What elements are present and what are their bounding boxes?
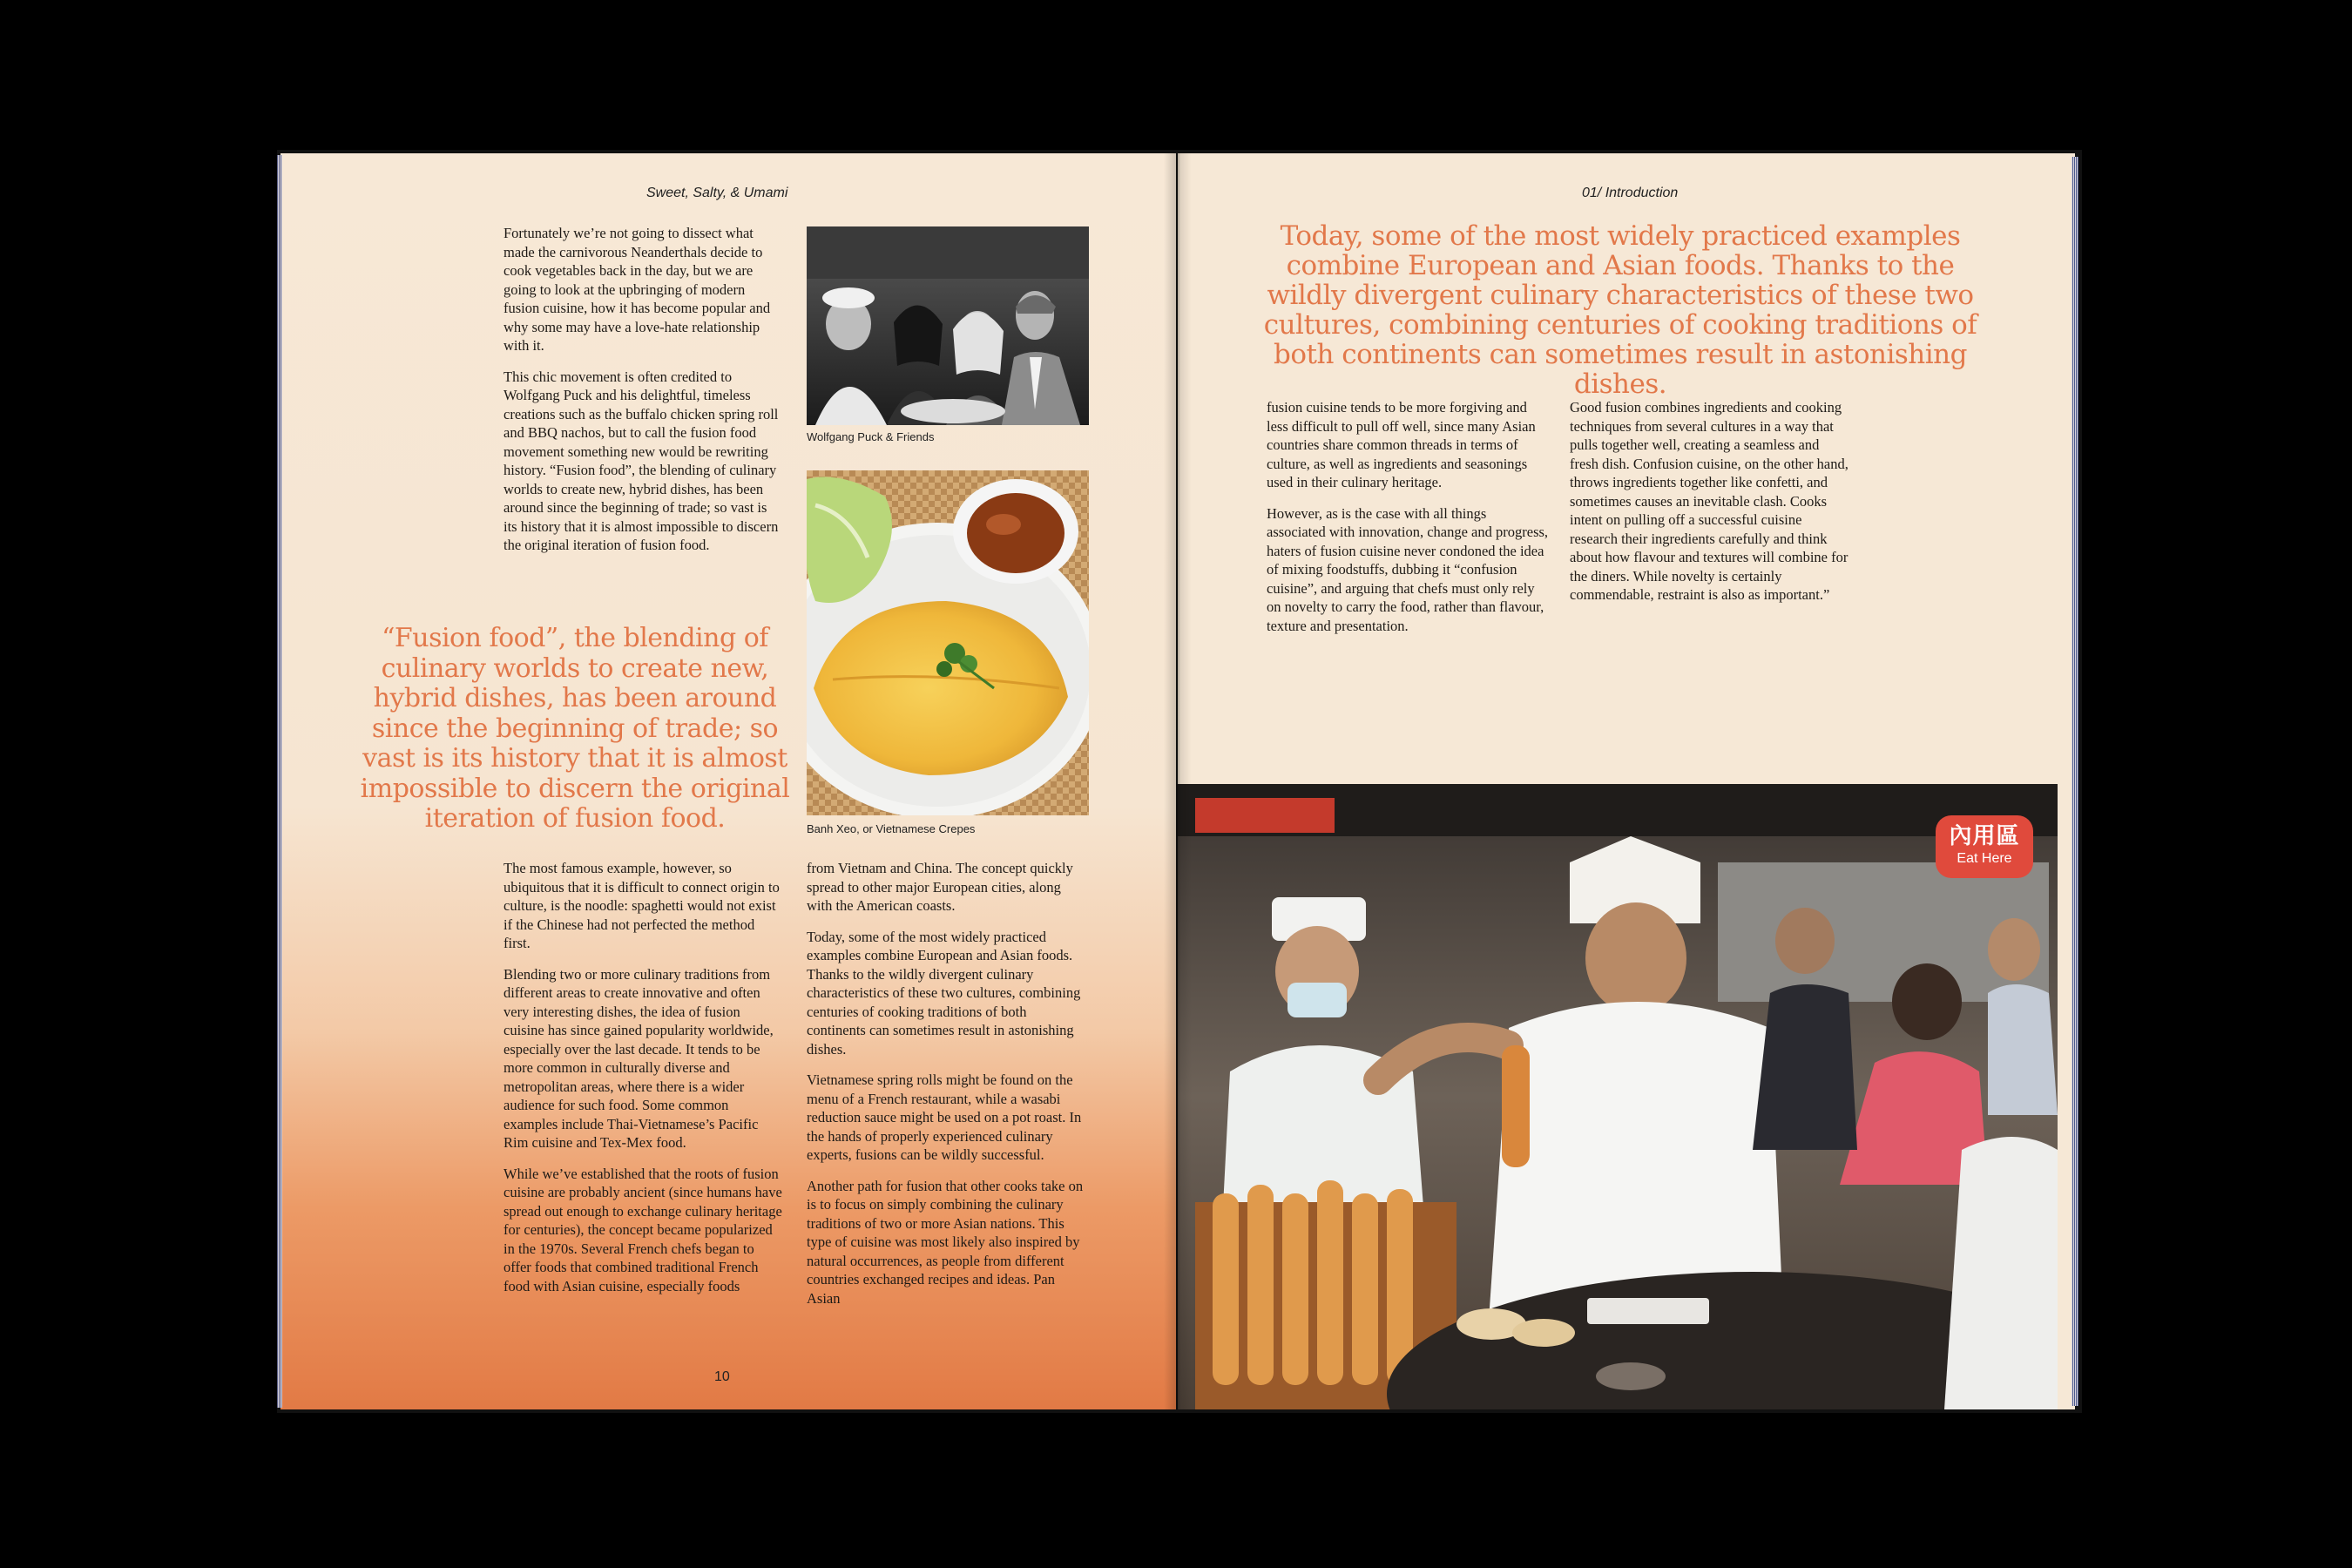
paragraph: Blending two or more culinary traditions from different areas to create innovative and often very interesting dishes, the idea of fusion cuisine has since gained popularity worldwide, especially over the last decade. It tends to be more common in culturally diverse and metropolitan areas, where there is a wider audience for such food. Some common examples include Thai-Vietnamese’s Pacific Rim cuisine and Tex-Mex food. bbox=[504, 965, 774, 1151]
pull-quote-right: Today, some of the most widely practiced examples combine European and Asian foods. Thanks to the wildly divergent culinary characteristics of these two cultures, combining centuries of cooking traditions of both continents can sometimes result in astonishing dishes. bbox=[1263, 220, 1977, 400]
left-column-1-bottom bbox=[504, 859, 782, 1308]
paragraph: However, as is the case with all things associated with innovation, change and progress, haters of fusion cuisine never condoned the idea of mixing foodstuffs, dubbing it “confusion cuisine”, and arguing that chefs must only rely on novelty to carry the food, rather than flavour, texture and presentation. bbox=[1267, 504, 1549, 634]
left-page-edge bbox=[277, 155, 282, 1408]
banh-xeo-illustration bbox=[807, 470, 1089, 815]
banh-xeo-photo bbox=[807, 470, 1089, 815]
paragraph: from Vietnam and China. The concept quickly spread to other major European cities, along with the American coasts. bbox=[807, 860, 1073, 914]
left-column-2 bbox=[807, 859, 1089, 1320]
caption-wolfgang-puck: Wolfgang Puck & Friends bbox=[807, 430, 935, 443]
sign-chinese-text: 內用區 bbox=[1949, 822, 2020, 848]
street-cooks-illustration bbox=[1178, 784, 2058, 1409]
page-number: 10 bbox=[714, 1369, 730, 1384]
right-column-2 bbox=[1570, 398, 1850, 617]
bw-photo-illustration bbox=[807, 226, 1089, 425]
paragraph: While we’ve established that the roots of fusion cuisine are probably ancient (since humans have spread out enough to exchange culinary heritage for centuries), the concept became popularized in the 1970s. Several French chefs began to offer foods that combined traditional French food with Asian cuisine, especially foods bbox=[504, 1165, 782, 1294]
paragraph: Fortunately we’re not going to dissect what made the carnivorous Neanderthals decide to cook vegetables back in the day, but we are going to look at the upbringing of modern fusion cuisine, how it has become popular and why some may have a love-hate relationship with it. bbox=[504, 225, 771, 354]
paragraph: The most famous example, however, so ubiquitous that it is difficult to connect origin to culture, is the noodle: spaghetti would not exist if the Chinese had not perfected the method first. bbox=[504, 860, 780, 951]
sign-english-text: Eat Here bbox=[1957, 851, 2012, 866]
paragraph: Vietnamese spring rolls might be found on the menu of a French restaurant, while a wasabi reduction sauce might be used on a pot roast. In the hands of properly experienced culinary experts, fusions can be wildly successful. bbox=[807, 1071, 1082, 1163]
paragraph: Good fusion combines ingredients and cooking techniques from several cultures in a way that pulls together well, creating a seamless and fresh dish. Confusion cuisine, on the other hand, throws ingredients together like confetti, and sometimes causes an inevitable clash. Cooks intent on pulling off a successful cuisine research their ingredients carefully and think about how flavour and textures will combine for the diners. While novelty is certainly commendable, restraint is also as important.” bbox=[1570, 399, 1848, 603]
right-column-1 bbox=[1267, 398, 1549, 647]
paragraph: Another path for fusion that other cooks take on is to focus on simply combining the culinary traditions of two or more Asian nations. This type of cuisine was most likely also inspired by natural occurrences, as people from different countries exchanged recipes and ideas. Pan Asian bbox=[807, 1177, 1084, 1307]
left-column-1-top bbox=[504, 224, 782, 567]
street-cooks-photo bbox=[1178, 784, 2058, 1409]
paragraph: fusion cuisine tends to be more forgiving and less difficult to pull off well, since many Asian countries share common threads in terms of culture, as well as ingredients and seasonings used in their culinary heritage. bbox=[1267, 399, 1536, 490]
paragraph: Today, some of the most widely practiced examples combine European and Asian foods. Thanks to the wildly divergent culinary characteristics of these two cultures, combining centuries of cooking traditions of both continents can sometimes result in astonishing dishes. bbox=[807, 928, 1081, 1058]
running-head-right: 01/ Introduction bbox=[1582, 186, 1679, 200]
paragraph: This chic movement is often credited to Wolfgang Puck and his delightful, timeless creations such as the buffalo chicken spring roll and BBQ nachos, but to call the fusion food movement something new would be rewriting history. “Fusion food”, the blending of culinary worlds to create new, hybrid dishes, has been around since the beginning of trade; so vast is its history that it is almost impossible to discern the original iteration of fusion food. bbox=[504, 368, 779, 553]
running-head-left: Sweet, Salty, & Umami bbox=[646, 186, 788, 200]
pull-quote-left: “Fusion food”, the blending of culinary worlds to create new, hybrid dishes, has been around since the beginning of trade; so vast is its history that it is almost impossible to discern the original iteration of fusion food. bbox=[360, 623, 790, 834]
eat-here-sign bbox=[1936, 815, 2033, 878]
caption-banh-xeo: Banh Xeo, or Vietnamese Crepes bbox=[807, 822, 976, 835]
right-page-edge bbox=[2072, 157, 2078, 1406]
wolfgang-puck-photo bbox=[807, 226, 1089, 425]
